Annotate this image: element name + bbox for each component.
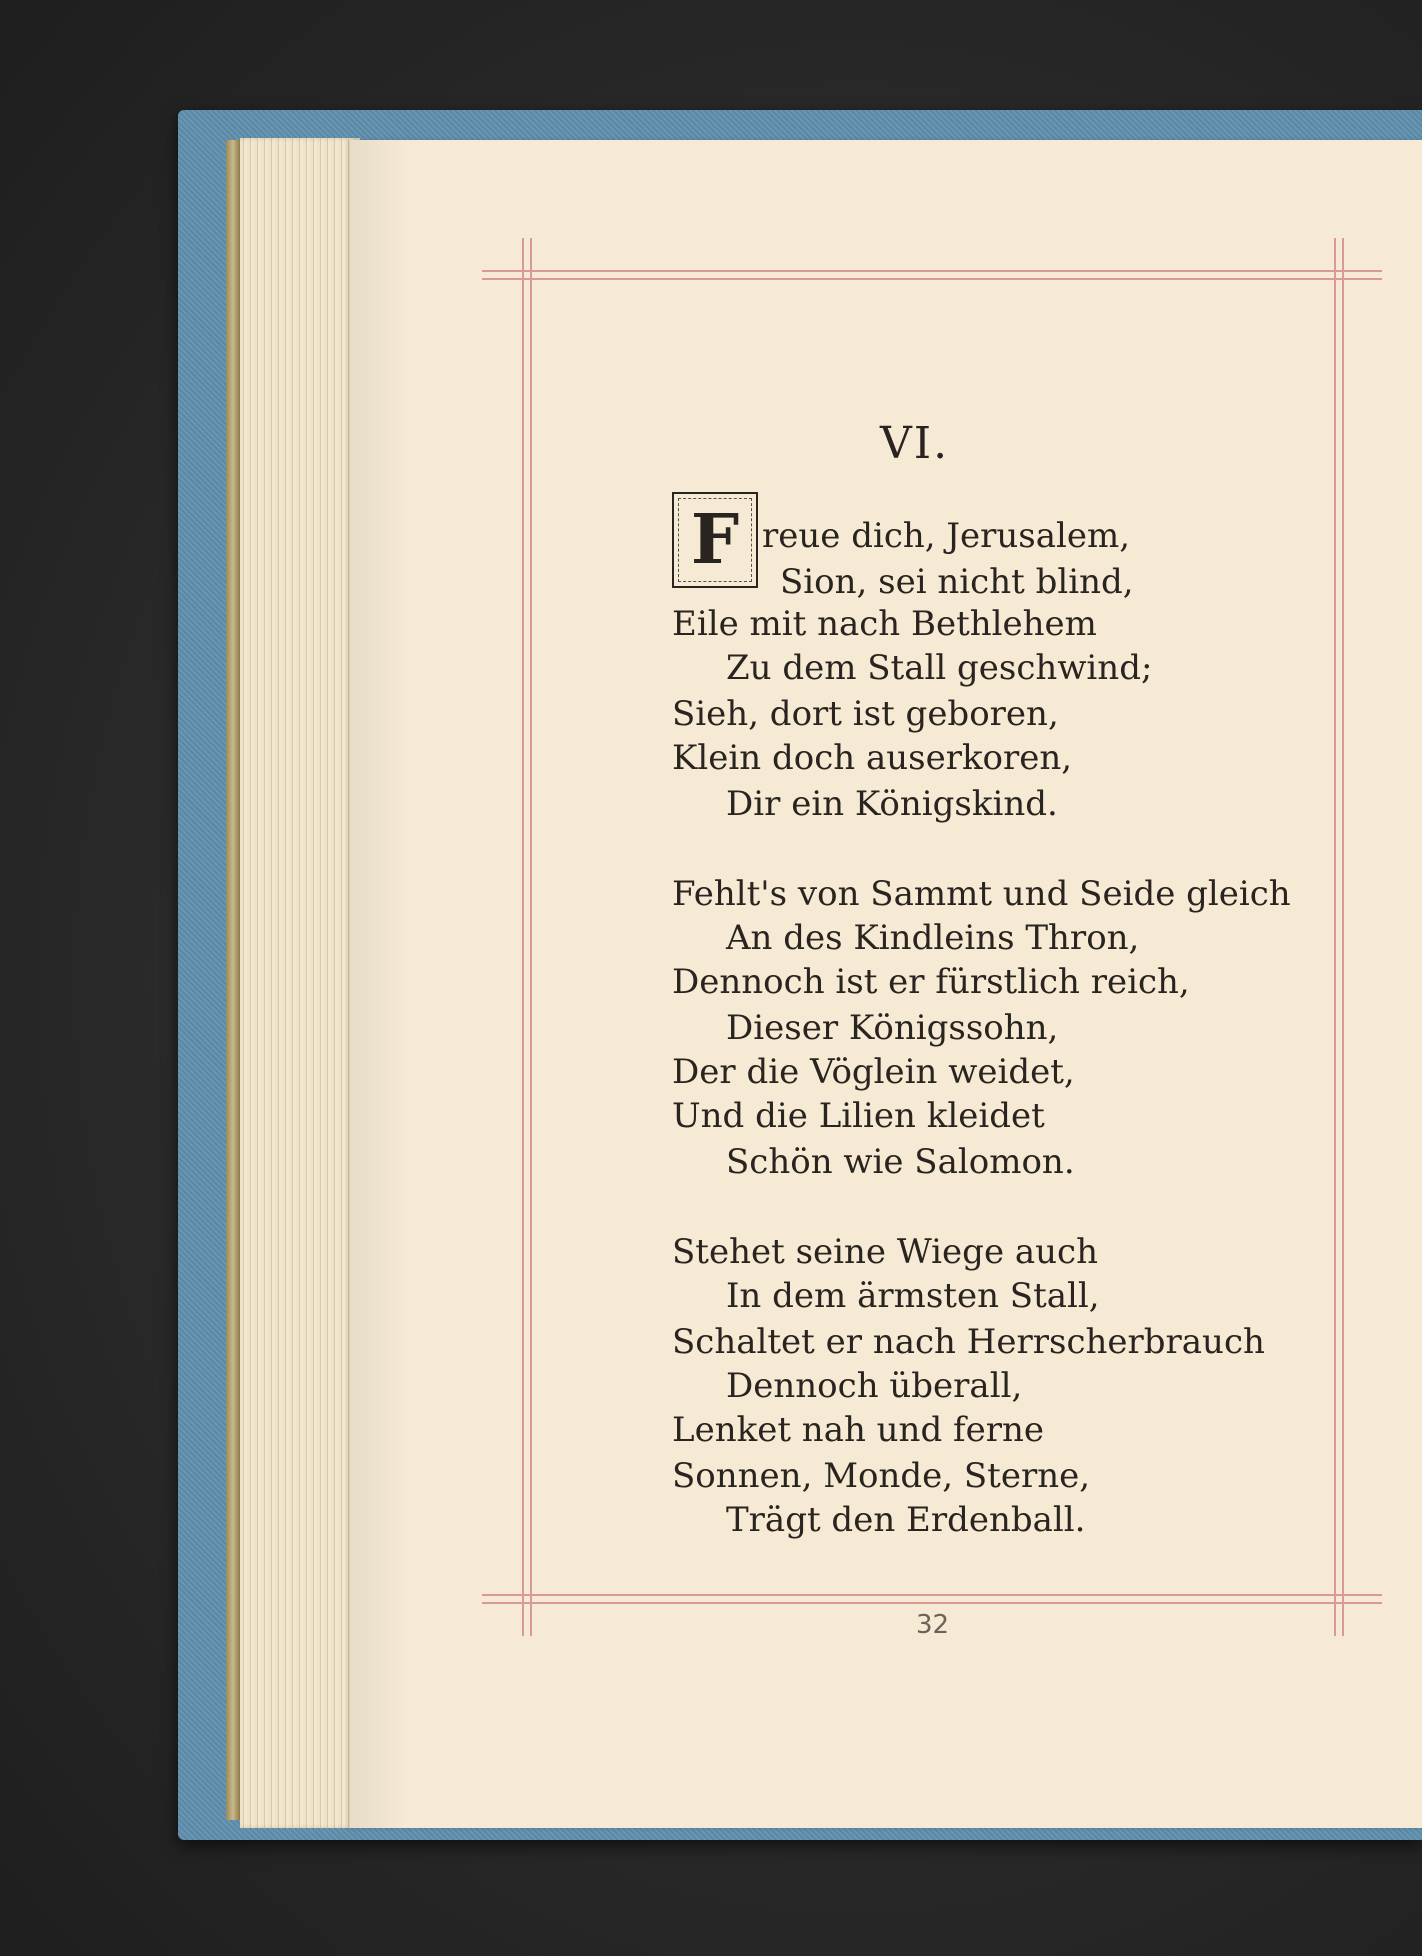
verse-line: An des Kindleins Thron, [726, 918, 1140, 958]
frame-right-rule-1 [1334, 238, 1336, 1636]
verse-line: Sion, sei nicht blind, [780, 562, 1134, 602]
verse-line: Sonnen, Monde, Sterne, [672, 1456, 1091, 1496]
page-block-edges [240, 138, 360, 1828]
verse-line: Dennoch ist er fürstlich reich, [672, 962, 1190, 1002]
verse-line: Dir ein Königskind. [726, 784, 1058, 824]
verse-line: Dieser Königssohn, [726, 1008, 1059, 1048]
chapter-heading: VI. [880, 418, 950, 469]
verse-line: Der die Vöglein weidet, [672, 1052, 1075, 1092]
verse-line: Dennoch überall, [726, 1366, 1023, 1406]
verse-line: reue dich, Jerusalem, [762, 516, 1131, 556]
book-binding-edge [226, 140, 240, 1820]
drop-cap [672, 492, 758, 588]
verse-line: Stehet seine Wiege auch [672, 1232, 1098, 1272]
verse-line: Fehlt's von Sammt und Seide gleich [672, 874, 1291, 914]
page-number: 32 [916, 1610, 950, 1640]
verse-line: Lenket nah und ferne [672, 1410, 1045, 1450]
verse-line: Schön wie Salomon. [726, 1142, 1075, 1182]
verse-line: Und die Lilien kleidet [672, 1096, 1045, 1136]
frame-left-rule-1 [522, 238, 524, 1636]
frame-bottom-rule-2 [482, 1602, 1382, 1604]
frame-bottom-rule-1 [482, 1594, 1382, 1596]
verse-line: Trägt den Erdenball. [726, 1500, 1086, 1540]
verse-line: Sieh, dort ist geboren, [672, 694, 1059, 734]
verse-line: Klein doch auserkoren, [672, 738, 1073, 778]
frame-top-rule-2 [482, 278, 1382, 280]
drop-cap-letter: F [690, 500, 740, 580]
verse-line: Zu dem Stall geschwind; [726, 648, 1153, 688]
frame-top-rule-1 [482, 270, 1382, 272]
frame-right-rule-2 [1342, 238, 1344, 1636]
verse-line: Eile mit nach Bethlehem [672, 604, 1097, 644]
frame-left-rule-2 [530, 238, 532, 1636]
verse-line: In dem ärmsten Stall, [726, 1276, 1100, 1316]
verse-line: Schaltet er nach Herrscherbrauch [672, 1322, 1265, 1362]
